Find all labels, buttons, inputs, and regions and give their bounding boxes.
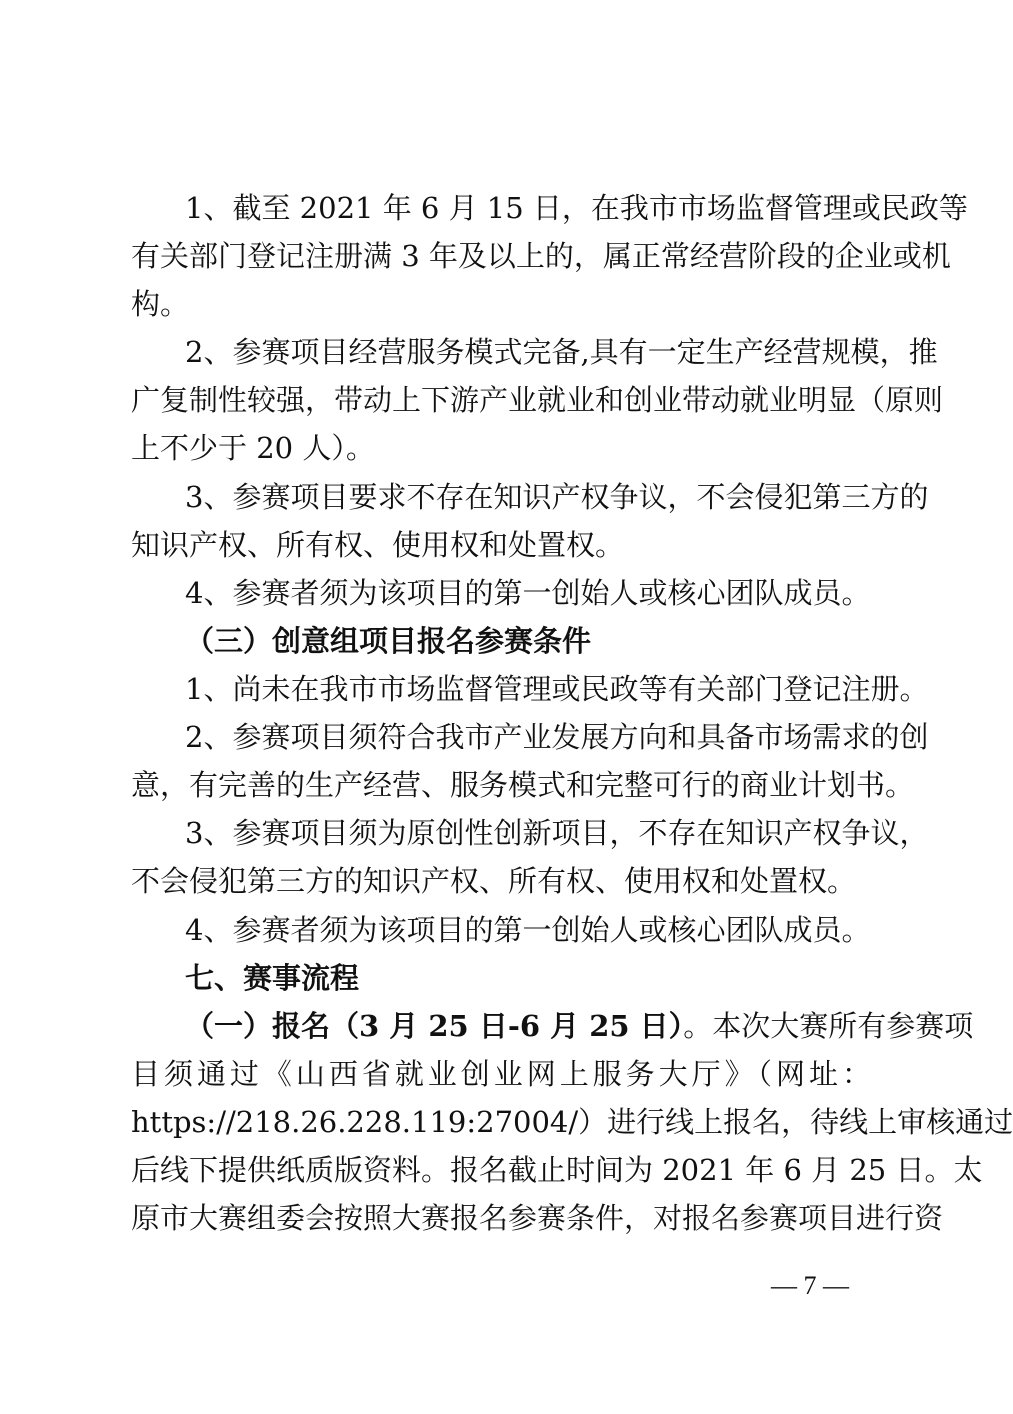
paragraph-line: 上不少于 20 人）。 xyxy=(131,431,375,465)
paragraph-line: 3、参赛项目须为原创性创新项目，不存在知识产权争议， xyxy=(185,816,929,850)
paragraph-line: 不会侵犯第三方的知识产权、所有权、使用权和处置权。 xyxy=(131,864,857,898)
paragraph-line: 意，有完善的生产经营、服务模式和完整可行的商业计划书。 xyxy=(131,768,915,802)
paragraph-line: 构。 xyxy=(131,287,190,321)
paragraph-line: 2、参赛项目经营服务模式完备,具有一定生产经营规模，推 xyxy=(185,335,938,369)
paragraph-line: 1、截至 2021 年 6 月 15 日，在我市市场监督管理或民政等 xyxy=(185,191,968,225)
paragraph-line: 知识产权、所有权、使用权和处置权。 xyxy=(131,528,625,562)
paragraph-line: 目须通过《山西省就业创业网上服务大厅》（网址： xyxy=(131,1057,871,1091)
paragraph-line: 3、参赛项目要求不存在知识产权争议，不会侵犯第三方的 xyxy=(185,480,929,514)
paragraph-text: 。本次大赛所有参赛项 xyxy=(683,1009,974,1043)
paragraph-line: 广复制性较强，带动上下游产业就业和创业带动就业明显（原则 xyxy=(131,383,944,417)
paragraph-line: 2、参赛项目须符合我市产业发展方向和具备市场需求的创 xyxy=(185,720,929,754)
paragraph-line: 原市大赛组委会按照大赛报名参赛条件，对报名参赛项目进行资 xyxy=(131,1201,944,1235)
paragraph-line: 1、尚未在我市市场监督管理或民政等有关部门登记注册。 xyxy=(185,672,929,706)
chapter-heading: 七、赛事流程 xyxy=(185,961,360,995)
sub-heading: （一）报名（3 月 25 日-6 月 25 日） xyxy=(185,1009,684,1043)
paragraph-line: https://218.26.228.119:27004/）进行线上报名，待线上审核通过 xyxy=(131,1105,1013,1139)
page-number: — 7 — xyxy=(771,1271,849,1300)
paragraph-line: 4、参赛者须为该项目的第一创始人或核心团队成员。 xyxy=(185,913,871,947)
section-heading: （三）创意组项目报名参赛条件 xyxy=(185,624,592,658)
paragraph-line xyxy=(185,1002,974,1050)
paragraph-line: 4、参赛者须为该项目的第一创始人或核心团队成员。 xyxy=(185,576,871,610)
paragraph-line: 有关部门登记注册满 3 年及以上的，属正常经营阶段的企业或机 xyxy=(131,239,951,273)
paragraph-line: 后线下提供纸质版资料。报名截止时间为 2021 年 6 月 25 日。太 xyxy=(131,1153,983,1187)
